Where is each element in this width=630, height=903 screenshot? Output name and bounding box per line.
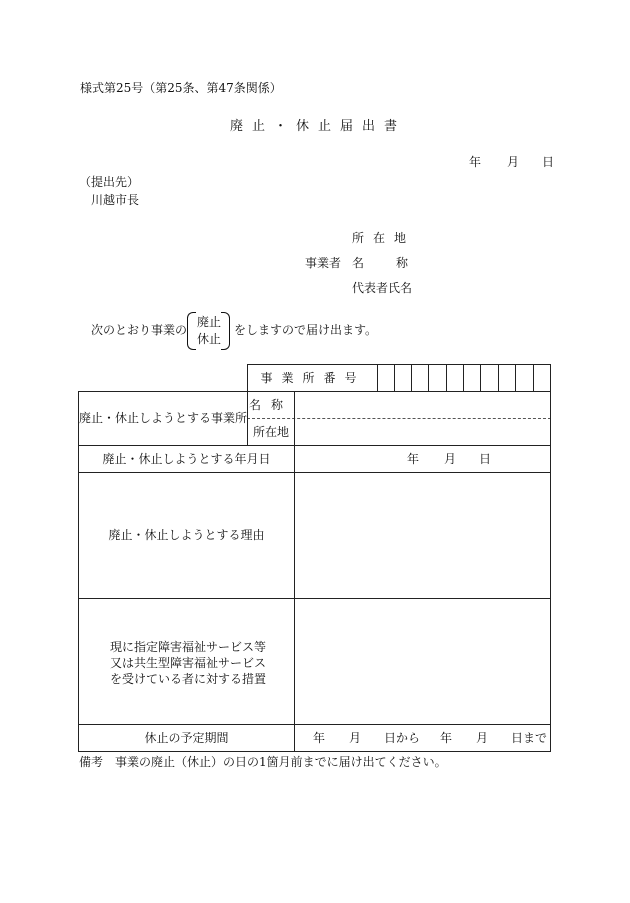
bracket-right bbox=[221, 312, 230, 350]
statement-before: 次のとおり事業の bbox=[91, 323, 188, 337]
applicant-prefix: 事業者 bbox=[305, 256, 342, 270]
footnote: 備考 事業の廃止（休止）の日の1箇月前までに届け出てください。 bbox=[79, 755, 447, 769]
office-address-input[interactable] bbox=[295, 419, 550, 445]
statement-option-haishi: 廃止 bbox=[197, 315, 222, 329]
applicant-address-label: 所在地 bbox=[352, 231, 416, 245]
reason-label: 廃止・休止しようとする理由 bbox=[108, 528, 265, 542]
measures-label-line2: 又は共生型障害福祉サービス bbox=[110, 656, 267, 670]
period-year2: 年 bbox=[440, 731, 453, 745]
submit-to: 川越市長 bbox=[91, 193, 140, 207]
office-label: 廃止・休止しようとする事業所 bbox=[79, 411, 248, 425]
page-title: 廃止・休止届出書 bbox=[230, 119, 407, 134]
date-day-label: 日 bbox=[542, 155, 555, 169]
period-label: 休止の予定期間 bbox=[144, 730, 229, 745]
office-name-input[interactable] bbox=[295, 392, 550, 418]
office-name-label: 名称 bbox=[248, 397, 293, 412]
bracket-left bbox=[187, 312, 196, 350]
date-label: 廃止・休止しようとする年月日 bbox=[102, 451, 271, 466]
period-year1: 年 bbox=[313, 731, 326, 745]
date-year: 年 bbox=[407, 452, 420, 466]
applicant-rep-label: 代表者氏名 bbox=[352, 281, 413, 295]
office-address-label: 所在地 bbox=[252, 424, 289, 439]
period-month1: 月 bbox=[349, 731, 362, 745]
office-number-label: 事業所番号 bbox=[260, 370, 366, 385]
date-year-label: 年 bbox=[469, 155, 482, 169]
period-month2: 月 bbox=[476, 731, 489, 745]
measures-label-line3: を受けている者に対する措置 bbox=[110, 672, 267, 686]
measures-label-line1: 現に指定障害福祉サービス等 bbox=[110, 640, 267, 654]
period-day-to: 日まで bbox=[511, 731, 548, 745]
date-day: 日 bbox=[479, 452, 492, 466]
office-number-input[interactable] bbox=[378, 365, 550, 391]
applicant-name-label: 名称 bbox=[352, 256, 441, 270]
submit-to-label: （提出先） bbox=[79, 175, 140, 189]
measures-input[interactable] bbox=[295, 599, 550, 724]
form-number: 様式第25号（第25条、第47条関係） bbox=[80, 81, 282, 95]
reason-input[interactable] bbox=[295, 473, 550, 598]
statement-after: をしますので届け出ます。 bbox=[234, 323, 378, 337]
period-day-from: 日から bbox=[384, 731, 421, 745]
date-month-label: 月 bbox=[507, 155, 520, 169]
date-month: 月 bbox=[444, 452, 457, 466]
statement-option-kyushi: 休止 bbox=[197, 332, 222, 346]
